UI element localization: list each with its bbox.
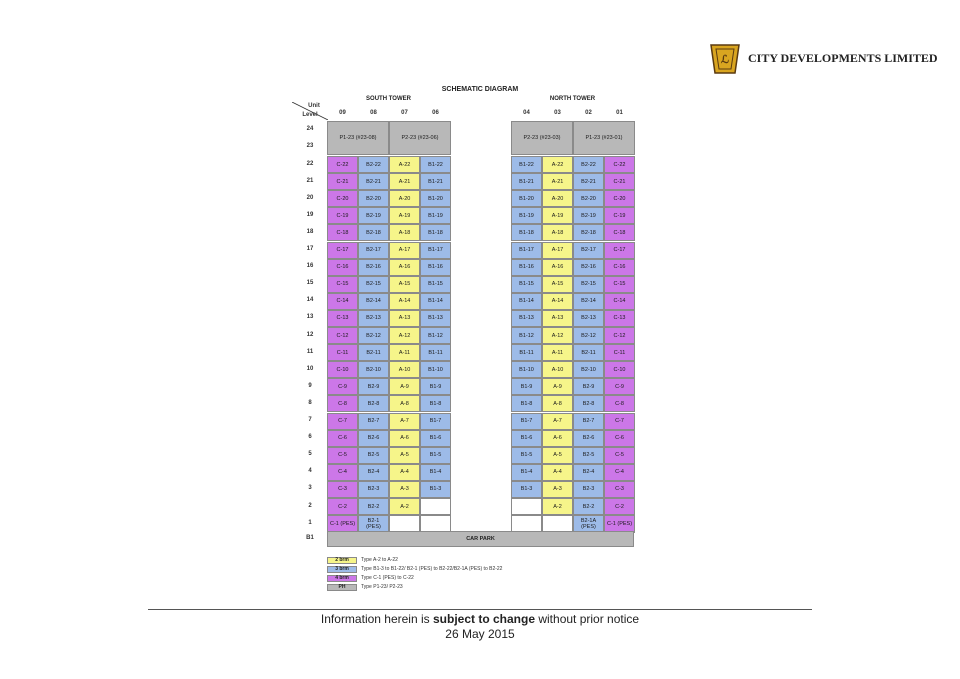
unit-cell: C-19: [327, 207, 358, 224]
unit-cell: A-13: [542, 310, 573, 327]
unit-cell: B2-2: [573, 498, 604, 515]
unit-header: 07: [401, 110, 408, 116]
unit-cell: B1-21: [420, 173, 451, 190]
unit-cell: C-22: [327, 156, 358, 173]
unit-header: 02: [585, 110, 592, 116]
unit-cell: C-6: [604, 430, 635, 447]
legend-item: [327, 556, 398, 564]
unit-cell: B1-12: [511, 327, 542, 344]
unit-cell: A-22: [389, 156, 420, 173]
company-logo: [708, 42, 938, 76]
level-label: 18: [306, 228, 314, 235]
unit-cell: B1-4: [420, 464, 451, 481]
unit-cell: B2-7: [358, 413, 389, 430]
level-label: 9: [308, 382, 312, 389]
unit-cell: C-1 (PES): [604, 515, 635, 533]
unit-cell: B1-20: [420, 190, 451, 207]
diagram-title: SCHEMATIC DIAGRAM: [441, 86, 519, 93]
level-label: 14: [306, 297, 314, 304]
unit-cell: C-9: [604, 378, 635, 395]
unit-cell: B2-13: [358, 310, 389, 327]
unit-cell: B2-11: [573, 344, 604, 361]
level-label: 7: [308, 417, 312, 424]
unit-cell: A-7: [542, 413, 573, 430]
unit-cell: A-22: [542, 156, 573, 173]
unit-cell: C-5: [327, 447, 358, 464]
level-label: 20: [306, 194, 314, 201]
unit-cell: C-12: [327, 327, 358, 344]
legend-text: Type C-1 (PES) to C-22: [361, 575, 414, 581]
unit-cell: B2-9: [358, 378, 389, 395]
unit-cell: B2-10: [573, 361, 604, 378]
unit-cell: B1-13: [511, 310, 542, 327]
unit-cell: B1-4: [511, 464, 542, 481]
unit-cell: B2-9: [573, 378, 604, 395]
unit-cell: B1-3: [420, 481, 451, 498]
unit-cell: A-17: [542, 242, 573, 259]
unit-cell: B2-16: [358, 259, 389, 276]
unit-cell: C-15: [604, 276, 635, 293]
legend-swatch: 2 brm: [327, 557, 357, 564]
level-label: 3: [308, 485, 312, 492]
north-tower-title: NORTH TOWER: [549, 96, 596, 102]
unit-cell: B2-5: [573, 447, 604, 464]
unit-cell: B2-12: [573, 327, 604, 344]
unit-cell: A-18: [389, 224, 420, 241]
footer-divider: [148, 609, 812, 610]
corner-unit-label: Unit: [308, 103, 320, 109]
unit-header: 01: [616, 110, 623, 116]
unit-cell: A-11: [542, 344, 573, 361]
unit-cell: A-12: [542, 327, 573, 344]
unit-cell: B1-11: [420, 344, 451, 361]
unit-cell: A-7: [389, 413, 420, 430]
unit-cell: B2-20: [573, 190, 604, 207]
unit-cell: B2-15: [358, 276, 389, 293]
unit-cell: B2-12: [358, 327, 389, 344]
legend-swatch: PH: [327, 584, 357, 591]
empty-cell: [511, 498, 542, 515]
unit-cell: B1-14: [420, 293, 451, 310]
unit-cell: B2-1A (PES): [573, 515, 604, 533]
unit-cell: B2-17: [358, 242, 389, 259]
unit-header: 09: [339, 110, 346, 116]
unit-cell: A-15: [389, 276, 420, 293]
unit-cell: B2-21: [573, 173, 604, 190]
unit-cell: C-14: [604, 293, 635, 310]
unit-cell: B2-13: [573, 310, 604, 327]
unit-cell: B2-2: [358, 498, 389, 515]
unit-cell: C-2: [604, 498, 635, 515]
unit-cell: B2-6: [358, 430, 389, 447]
unit-cell: A-10: [389, 361, 420, 378]
unit-cell: C-18: [604, 224, 635, 241]
level-label: 21: [306, 177, 314, 184]
unit-cell: B1-14: [511, 293, 542, 310]
level-label: 19: [306, 211, 314, 218]
unit-cell: A-3: [542, 481, 573, 498]
unit-cell: B1-7: [420, 413, 451, 430]
level-label: 8: [308, 399, 312, 406]
unit-cell: C-20: [604, 190, 635, 207]
legend-item: [327, 574, 414, 582]
unit-cell: A-10: [542, 361, 573, 378]
unit-cell: B1-5: [511, 447, 542, 464]
unit-cell: C-5: [604, 447, 635, 464]
unit-cell: C-10: [604, 361, 635, 378]
legend-text: Type B1-3 to B1-22/ B2-1 (PES) to B2-22/B2-1A (PES) to B2-22: [361, 566, 503, 572]
unit-cell: B2-3: [358, 481, 389, 498]
document-date: 26 May 2015: [445, 627, 515, 641]
unit-cell: B2-8: [358, 395, 389, 412]
unit-cell: A-18: [542, 224, 573, 241]
unit-cell: A-4: [389, 464, 420, 481]
unit-cell: B1-18: [420, 224, 451, 241]
svg-text:ℒ: ℒ: [721, 54, 729, 66]
south-tower-title: SOUTH TOWER: [366, 96, 411, 102]
unit-cell: C-7: [604, 413, 635, 430]
unit-cell: B2-21: [358, 173, 389, 190]
unit-cell: B2-10: [358, 361, 389, 378]
penthouse-unit: P1-23 (#23-08): [327, 121, 389, 155]
unit-cell: B2-15: [573, 276, 604, 293]
unit-cell: A-5: [542, 447, 573, 464]
unit-header: 06: [432, 110, 439, 116]
unit-cell: A-14: [389, 293, 420, 310]
level-label: 1: [308, 520, 312, 527]
unit-cell: B1-10: [420, 361, 451, 378]
unit-cell: C-16: [604, 259, 635, 276]
unit-cell: C-4: [327, 464, 358, 481]
unit-cell: B1-17: [511, 242, 542, 259]
legend-swatch: 3 brm: [327, 566, 357, 573]
unit-cell: B1-9: [420, 378, 451, 395]
legend-swatch: 4 brm: [327, 575, 357, 582]
unit-cell: C-6: [327, 430, 358, 447]
unit-cell: C-14: [327, 293, 358, 310]
penthouse-unit: P2-23 (#23-06): [389, 121, 451, 155]
unit-cell: B2-22: [358, 156, 389, 173]
unit-cell: B1-21: [511, 173, 542, 190]
unit-cell: B1-16: [511, 259, 542, 276]
corner-level-label: Level: [302, 112, 318, 118]
legend-text: Type P1-23/ P2-23: [361, 584, 403, 590]
unit-cell: A-15: [542, 276, 573, 293]
unit-cell: A-21: [389, 173, 420, 190]
unit-cell: B1-13: [420, 310, 451, 327]
unit-cell: B1-22: [511, 156, 542, 173]
level-label: 15: [306, 280, 314, 287]
unit-cell: A-8: [542, 395, 573, 412]
unit-cell: C-2: [327, 498, 358, 515]
level-label: 12: [306, 331, 314, 338]
unit-cell: B2-1 (PES): [358, 515, 389, 533]
level-label: 16: [306, 263, 314, 270]
unit-cell: A-19: [542, 207, 573, 224]
unit-cell: A-14: [542, 293, 573, 310]
unit-cell: A-13: [389, 310, 420, 327]
unit-cell: B1-20: [511, 190, 542, 207]
unit-cell: B2-20: [358, 190, 389, 207]
unit-cell: C-21: [604, 173, 635, 190]
unit-cell: B2-19: [358, 207, 389, 224]
unit-cell: A-2: [542, 498, 573, 515]
unit-cell: A-16: [389, 259, 420, 276]
unit-cell: C-17: [604, 242, 635, 259]
unit-cell: B1-15: [511, 276, 542, 293]
disclaimer-text: Information herein is subject to change without prior notice: [320, 612, 640, 626]
level-label: 2: [308, 502, 312, 509]
unit-cell: A-21: [542, 173, 573, 190]
unit-cell: A-8: [389, 395, 420, 412]
unit-cell: A-4: [542, 464, 573, 481]
unit-cell: C-4: [604, 464, 635, 481]
unit-cell: C-1 (PES): [327, 515, 358, 533]
unit-cell: B2-11: [358, 344, 389, 361]
unit-cell: A-6: [542, 430, 573, 447]
unit-cell: B2-14: [573, 293, 604, 310]
level-label: 24: [306, 126, 314, 132]
legend-item: [327, 565, 502, 573]
unit-cell: A-12: [389, 327, 420, 344]
unit-cell: A-9: [542, 378, 573, 395]
unit-cell: C-11: [604, 344, 635, 361]
unit-header: 08: [370, 110, 377, 116]
unit-cell: B1-6: [511, 430, 542, 447]
unit-cell: B1-22: [420, 156, 451, 173]
unit-cell: B1-7: [511, 413, 542, 430]
unit-cell: A-3: [389, 481, 420, 498]
company-name: CITY DEVELOPMENTS LIMITED: [748, 51, 938, 65]
car-park-bar: CAR PARK: [327, 531, 634, 547]
unit-cell: B2-4: [358, 464, 389, 481]
level-label: 6: [308, 434, 312, 441]
unit-cell: B2-8: [573, 395, 604, 412]
unit-cell: B1-15: [420, 276, 451, 293]
unit-cell: C-17: [327, 242, 358, 259]
unit-cell: B1-19: [420, 207, 451, 224]
level-label: 4: [308, 468, 312, 475]
unit-cell: B1-11: [511, 344, 542, 361]
level-label: 17: [306, 246, 314, 253]
cdl-emblem-icon: [708, 42, 742, 76]
unit-cell: B1-18: [511, 224, 542, 241]
unit-cell: B2-22: [573, 156, 604, 173]
penthouse-unit: P2-23 (#23-03): [511, 121, 573, 155]
unit-cell: A-2: [389, 498, 420, 515]
unit-cell: B1-19: [511, 207, 542, 224]
unit-cell: C-22: [604, 156, 635, 173]
unit-cell: B2-16: [573, 259, 604, 276]
unit-cell: C-10: [327, 361, 358, 378]
unit-cell: A-19: [389, 207, 420, 224]
unit-cell: B2-6: [573, 430, 604, 447]
unit-cell: B1-5: [420, 447, 451, 464]
unit-cell: B2-7: [573, 413, 604, 430]
unit-cell: C-20: [327, 190, 358, 207]
level-label: 11: [306, 348, 314, 355]
unit-cell: B2-5: [358, 447, 389, 464]
penthouse-unit: P1-23 (#23-01): [573, 121, 635, 155]
unit-cell: A-5: [389, 447, 420, 464]
level-label-b1: B1: [306, 535, 314, 541]
empty-cell: [420, 498, 451, 515]
unit-cell: C-11: [327, 344, 358, 361]
unit-cell: C-13: [327, 310, 358, 327]
unit-cell: B1-12: [420, 327, 451, 344]
unit-cell: A-6: [389, 430, 420, 447]
level-label: 23: [306, 143, 314, 149]
unit-cell: B2-18: [573, 224, 604, 241]
unit-cell: B1-3: [511, 481, 542, 498]
unit-cell: C-8: [604, 395, 635, 412]
unit-cell: C-7: [327, 413, 358, 430]
unit-cell: C-21: [327, 173, 358, 190]
unit-cell: C-3: [604, 481, 635, 498]
unit-cell: C-12: [604, 327, 635, 344]
unit-cell: B1-17: [420, 242, 451, 259]
level-label: 13: [306, 314, 314, 321]
unit-header: 03: [554, 110, 561, 116]
unit-cell: C-8: [327, 395, 358, 412]
unit-cell: C-9: [327, 378, 358, 395]
unit-cell: B1-6: [420, 430, 451, 447]
unit-cell: B2-4: [573, 464, 604, 481]
unit-cell: B2-3: [573, 481, 604, 498]
unit-cell: C-3: [327, 481, 358, 498]
legend-text: Type A-2 to A-22: [361, 557, 398, 563]
unit-cell: B1-8: [511, 395, 542, 412]
unit-cell: A-20: [389, 190, 420, 207]
unit-cell: C-13: [604, 310, 635, 327]
unit-cell: C-19: [604, 207, 635, 224]
legend-item: [327, 583, 403, 591]
unit-cell: B1-8: [420, 395, 451, 412]
unit-cell: A-17: [389, 242, 420, 259]
unit-cell: B1-9: [511, 378, 542, 395]
unit-cell: B1-16: [420, 259, 451, 276]
level-label: 22: [306, 160, 314, 167]
level-label: 5: [308, 451, 312, 458]
unit-cell: B1-10: [511, 361, 542, 378]
unit-cell: C-18: [327, 224, 358, 241]
level-label: 10: [306, 365, 314, 372]
unit-cell: B2-19: [573, 207, 604, 224]
unit-cell: C-16: [327, 259, 358, 276]
unit-cell: A-20: [542, 190, 573, 207]
unit-cell: A-16: [542, 259, 573, 276]
unit-cell: B2-18: [358, 224, 389, 241]
unit-cell: A-9: [389, 378, 420, 395]
unit-cell: B2-14: [358, 293, 389, 310]
unit-header: 04: [523, 110, 530, 116]
unit-cell: C-15: [327, 276, 358, 293]
unit-cell: B2-17: [573, 242, 604, 259]
unit-cell: A-11: [389, 344, 420, 361]
